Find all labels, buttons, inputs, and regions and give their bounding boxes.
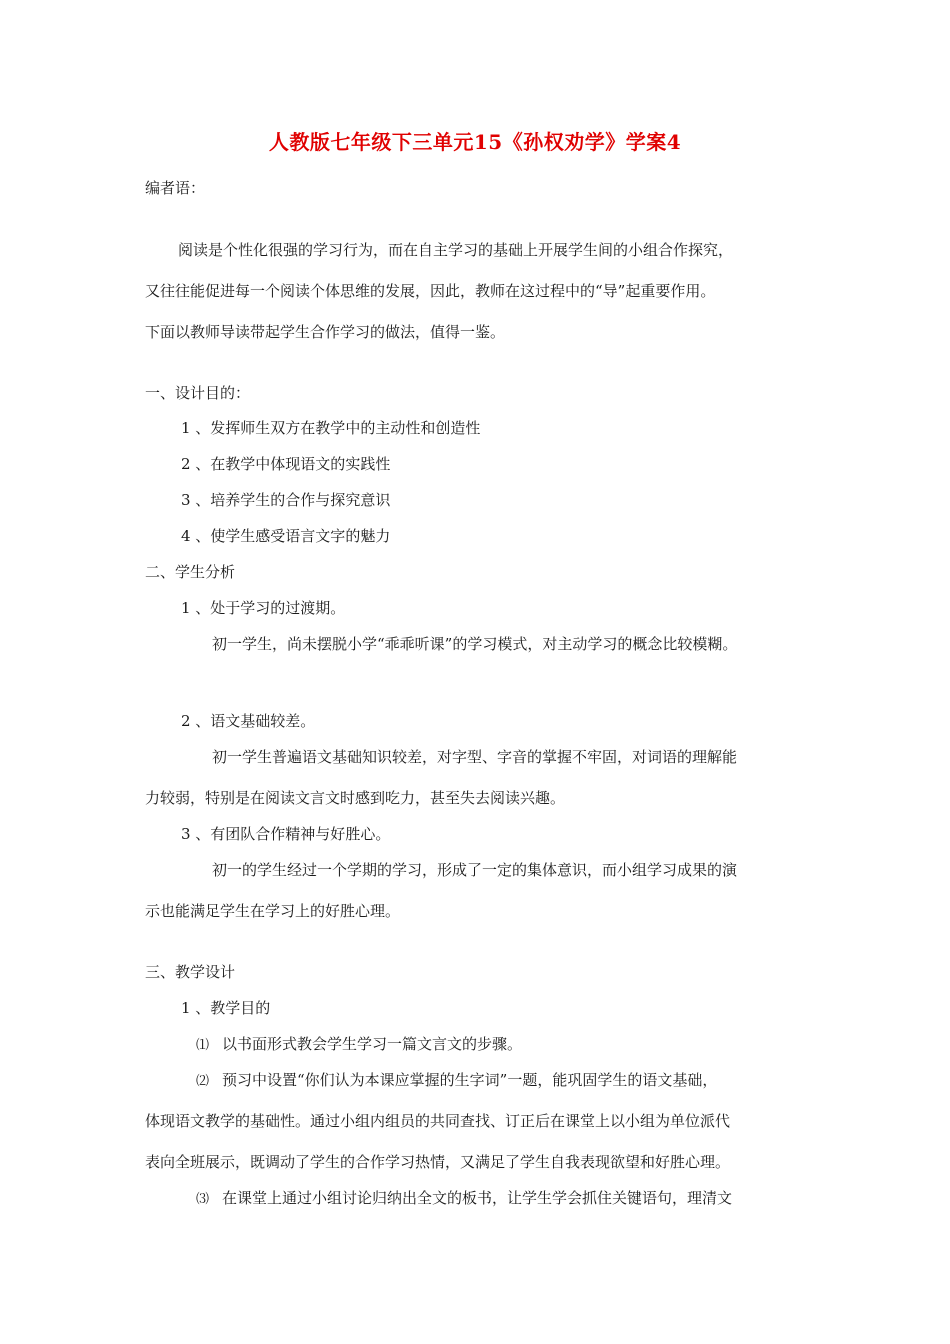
point-2-text-2: 体现语文教学的基础性。通过小组内组员的共同查找、订正后在课堂上以小组为单位派代 [145, 1112, 731, 1130]
intro-line-2: 又往往能促进每一个阅读个体思维的发展，因此，教师在这过程中的“导”起重要作用。 [145, 282, 716, 300]
point-3-number: ⑶ [196, 1192, 210, 1207]
point-2-text-3: 表向全班展示，既调动了学生的合作学习热情，又满足了学生自我表现欲望和好胜心理。 [145, 1153, 731, 1171]
section-2-item-2: 2 、语文基础较差。 [181, 712, 316, 730]
point-3-text: 在课堂上通过小组讨论归纳出全文的板书，让学生学会抓住关键语句，理清文 [222, 1189, 733, 1207]
editor-label: 编者语： [145, 179, 206, 197]
intro-line-1: 阅读是个性化很强的学习行为，而在自主学习的基础上开展学生间的小组合作探究， [178, 241, 734, 259]
section-2-item-3-text-1: 初一的学生经过一个学期的学习，形成了一定的集体意识，而小组学习成果的演 [212, 861, 738, 879]
section-1-item-2: 2 、在教学中体现语文的实践性 [181, 455, 391, 473]
document-title: 人教版七年级下三单元15《孙权劝学》学案4 [268, 130, 682, 154]
section-3-heading: 三、教学设计 [145, 963, 236, 981]
section-2-item-1-text: 初一学生，尚未摆脱小学“乖乖听课”的学习模式，对主动学习的概念比较模糊。 [212, 635, 738, 653]
section-3-sub-1: 1 、教学目的 [181, 999, 271, 1017]
section-3-point-2 [196, 1070, 717, 1092]
section-2-item-3-text-2: 示也能满足学生在学习上的好胜心理。 [145, 902, 401, 920]
section-2-item-3: 3 、有团队合作精神与好胜心。 [181, 825, 391, 843]
intro-line-3: 下面以教师导读带起学生合作学习的做法，值得一鉴。 [145, 323, 506, 341]
point-1-text: 以书面形式教会学生学习一篇文言文的步骤。 [222, 1035, 523, 1053]
point-2-number: ⑵ [196, 1074, 210, 1089]
section-1-heading: 一、设计目的： [145, 384, 251, 402]
section-2-item-2-text-2: 力较弱，特别是在阅读文言文时感到吃力，甚至失去阅读兴趣。 [145, 789, 566, 807]
section-3-point-3 [196, 1188, 732, 1210]
point-2-text-1: 预习中设置“你们认为本课应掌握的生字词”一题，能巩固学生的语文基础， [222, 1071, 718, 1089]
section-2-item-2-text-1: 初一学生普遍语文基础知识较差，对字型、字音的掌握不牢固，对词语的理解能 [212, 748, 738, 766]
section-3-point-1 [196, 1034, 522, 1056]
section-1-item-1: 1 、发挥师生双方在教学中的主动性和创造性 [181, 419, 481, 437]
section-2-item-1: 1 、处于学习的过渡期。 [181, 599, 346, 617]
section-1-item-3: 3 、培养学生的合作与探究意识 [181, 491, 391, 509]
point-1-number: ⑴ [196, 1038, 210, 1053]
section-1-item-4: 4 、使学生感受语言文字的魅力 [181, 527, 391, 545]
section-2-heading: 二、学生分析 [145, 563, 236, 581]
